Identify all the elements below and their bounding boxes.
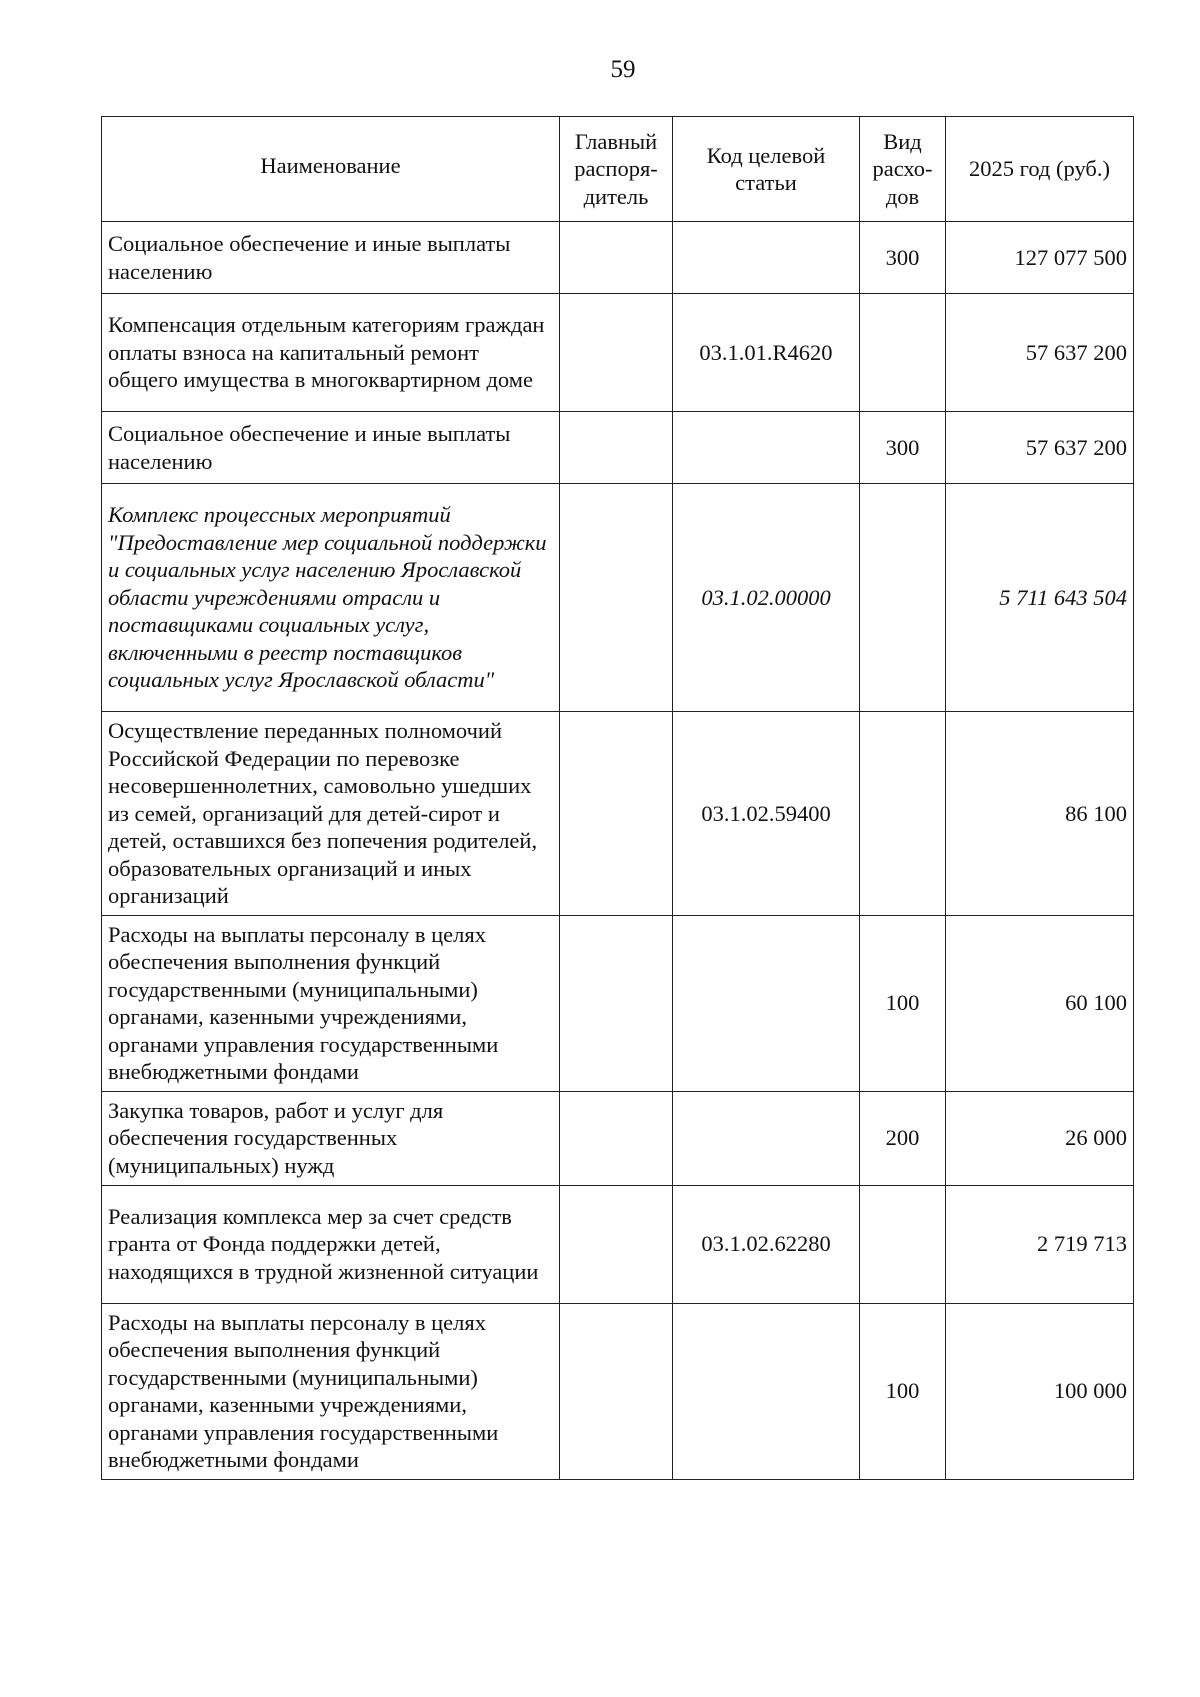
- header-name: Наименование: [102, 117, 560, 222]
- table-row: [102, 1185, 1134, 1303]
- row-manager: [560, 712, 673, 916]
- table-row: [102, 915, 1134, 1091]
- row-amount: 60 100: [946, 915, 1134, 1091]
- row-manager: [560, 294, 673, 412]
- page-number: 59: [610, 56, 636, 83]
- row-manager: [560, 222, 673, 294]
- row-type: [860, 1185, 946, 1303]
- row-manager: [560, 1091, 673, 1185]
- row-name: Осуществление переданных полномочий Российской Федерации по перевозке несовершеннолетних, самовольно ушедших из семей, организаций для детей-сирот и детей, оставшихся без попечения родителей, образовательных организаций и иных организаций: [102, 712, 560, 916]
- row-type: [860, 712, 946, 916]
- table-row: [102, 222, 1134, 294]
- row-type: [860, 294, 946, 412]
- row-name: Расходы на выплаты персоналу в целях обеспечения выполнения функций государственными (муниципальными) органами, казенными учреждениями, органами управления государственными внебюджетными фондами: [102, 915, 560, 1091]
- row-code: 03.1.02.59400: [673, 712, 860, 916]
- row-amount: 2 719 713: [946, 1185, 1134, 1303]
- row-code: [673, 915, 860, 1091]
- row-amount: 57 637 200: [946, 294, 1134, 412]
- row-name: Закупка товаров, работ и услуг для обеспечения государственных (муниципальных) нужд: [102, 1091, 560, 1185]
- row-type: 100: [860, 915, 946, 1091]
- row-name: Компенсация отдельным категориям граждан оплаты взноса на капитальный ремонт общего имущества в многоквартирном доме: [102, 294, 560, 412]
- row-type: 200: [860, 1091, 946, 1185]
- row-type: 100: [860, 1303, 946, 1479]
- row-manager: [560, 915, 673, 1091]
- row-amount: 86 100: [946, 712, 1134, 916]
- row-code: 03.1.02.62280: [673, 1185, 860, 1303]
- table-row: [102, 412, 1134, 484]
- row-manager: [560, 1185, 673, 1303]
- budget-table: [101, 116, 1134, 1480]
- row-name: Социальное обеспечение и иные выплаты населению: [102, 222, 560, 294]
- row-manager: [560, 1303, 673, 1479]
- row-code: [673, 222, 860, 294]
- row-code: 03.1.01.R4620: [673, 294, 860, 412]
- header-year: 2025 год (руб.): [946, 117, 1134, 222]
- row-code: [673, 1303, 860, 1479]
- header-manager: Главный распоря-дитель: [560, 117, 673, 222]
- table-row: [102, 484, 1134, 712]
- row-manager: [560, 484, 673, 712]
- row-amount: 57 637 200: [946, 412, 1134, 484]
- table-row: [102, 1091, 1134, 1185]
- header-type: Вид расхо-дов: [860, 117, 946, 222]
- row-type: [860, 484, 946, 712]
- header-code: Код целевой статьи: [673, 117, 860, 222]
- table-row: [102, 1303, 1134, 1479]
- row-amount: 26 000: [946, 1091, 1134, 1185]
- row-type: 300: [860, 222, 946, 294]
- row-code: 03.1.02.00000: [673, 484, 860, 712]
- row-manager: [560, 412, 673, 484]
- table-row: [102, 294, 1134, 412]
- row-code: [673, 412, 860, 484]
- row-name: Реализация комплекса мер за счет средств гранта от Фонда поддержки детей, находящихся в трудной жизненной ситуации: [102, 1185, 560, 1303]
- row-amount: 5 711 643 504: [946, 484, 1134, 712]
- table-row: [102, 712, 1134, 916]
- row-amount: 127 077 500: [946, 222, 1134, 294]
- row-name: Социальное обеспечение и иные выплаты населению: [102, 412, 560, 484]
- table-header-row: [102, 117, 1134, 222]
- row-name: Комплекс процессных мероприятий "Предоставление мер социальной поддержки и социальных услуг населению Ярославской области учреждениями отрасли и поставщиками социальных услуг, включенными в реестр поставщиков социальных услуг Ярославской области": [102, 484, 560, 712]
- row-name: Расходы на выплаты персоналу в целях обеспечения выполнения функций государственными (муниципальными) органами, казенными учреждениями, органами управления государственными внебюджетными фондами: [102, 1303, 560, 1479]
- row-type: 300: [860, 412, 946, 484]
- row-code: [673, 1091, 860, 1185]
- row-amount: 100 000: [946, 1303, 1134, 1479]
